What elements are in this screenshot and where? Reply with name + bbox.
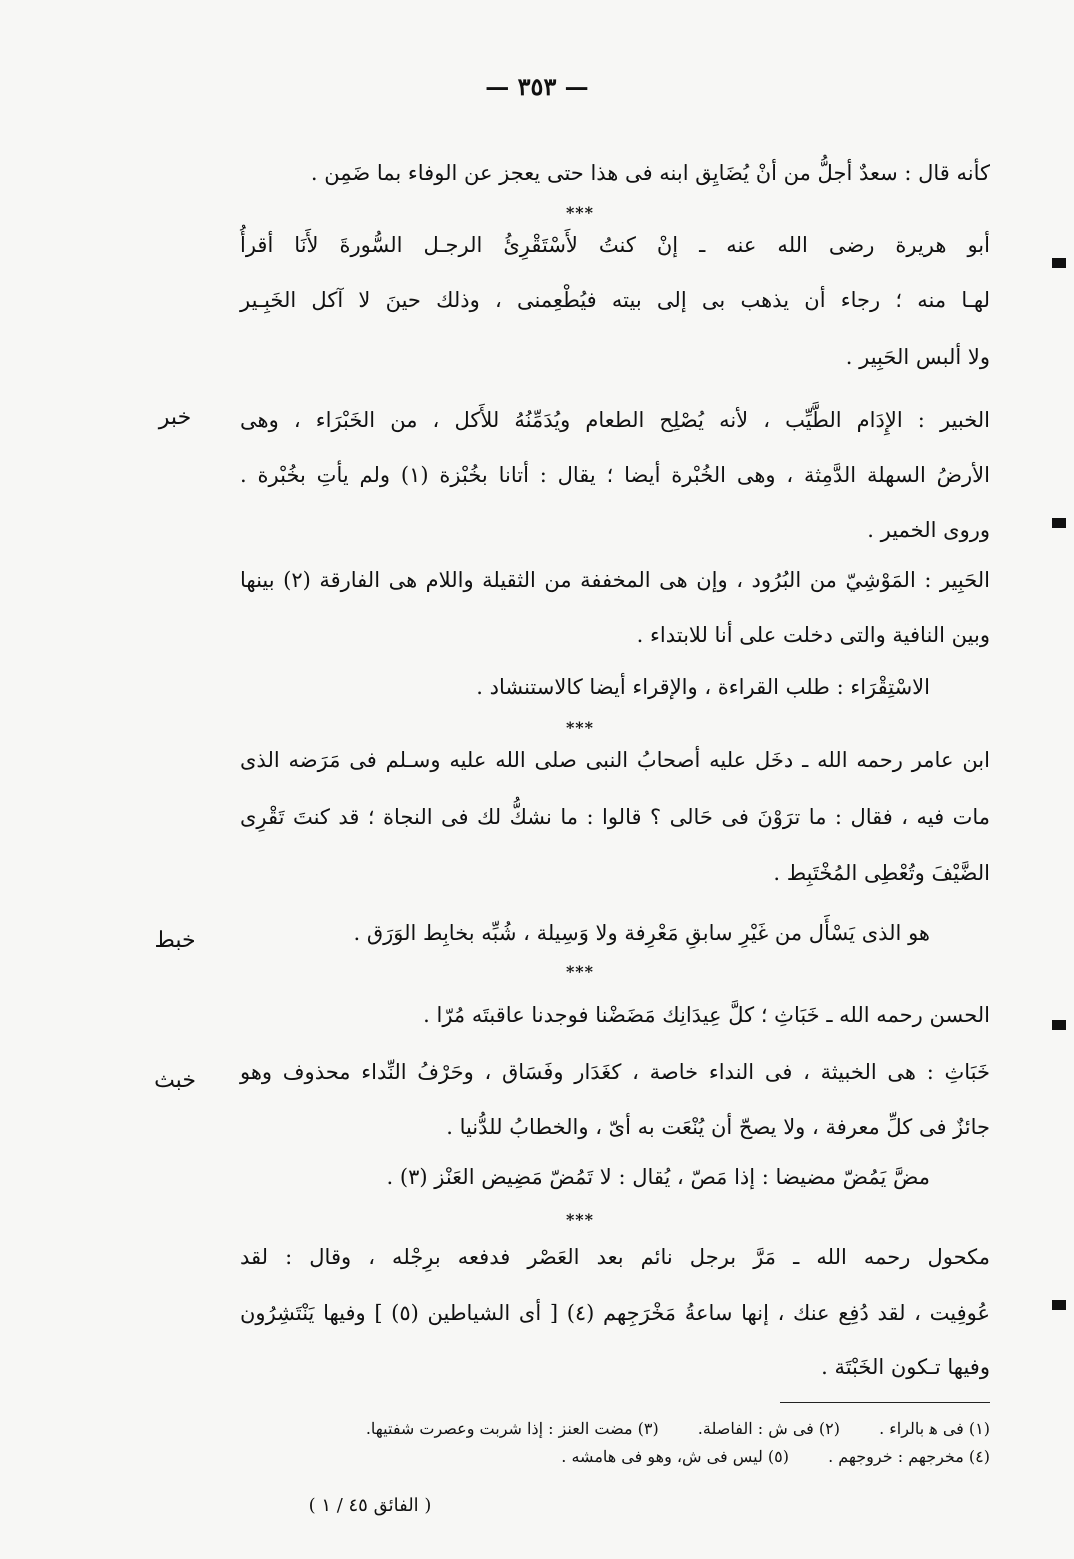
separator-stars: *** bbox=[565, 962, 595, 981]
page-number: — ٣٥٣ — bbox=[485, 72, 589, 101]
text-line: لهـا منه ؛ رجاء أن يذهب بى إلى بيته فيُطْعِمنى ، وذلك حينَ لا آكل الخَبِـير bbox=[240, 288, 990, 312]
footnote-3: (٣) مضت العنز : إذا شربت وعصرت شفتيها. bbox=[365, 1419, 659, 1438]
root-word-khbth: خبث bbox=[154, 1068, 196, 1093]
text-line: الأرضُ السهلة الدَّمِثة ، وهى الخُبْرة أيضا ؛ يقال : أتانا بخُبْزة (١) ولم يأتِ بخُبْرة . bbox=[240, 463, 990, 487]
text-line: الحسن رحمه الله ـ خَبَاثِ ؛ كلَّ عِيدَانِك مَضَضْنا فوجدنا عاقبتَه مُرّا . bbox=[423, 1003, 990, 1027]
footnote-rule bbox=[780, 1402, 990, 1403]
margin-mark bbox=[1052, 1300, 1066, 1310]
separator-stars: *** bbox=[565, 203, 595, 222]
margin-mark bbox=[1052, 1020, 1066, 1030]
text-line: مضَّ يَمُضّ مضيضا : إذا مَصّ ، يُقال : لا تَمُضّ مَضِيض العَنْز (٣) . bbox=[386, 1165, 930, 1189]
text-line: وبين النافية والتى دخلت على أنا للابتداء . bbox=[636, 623, 990, 647]
footnote-1: (١) فى ﻫ بالراء . bbox=[879, 1419, 990, 1438]
signature-mark: ( الفائق ٤٥ / ١ ) bbox=[308, 1495, 432, 1516]
footnotes-row-1 bbox=[240, 1418, 990, 1440]
text-line: وفيها تـكون الخَبْتَة . bbox=[821, 1355, 990, 1379]
text-line: خَبَاثِ : هى الخبيثة ، فى النداء خاصة ، كغَدَار وفَسَاق ، وحَرْفُ النِّداء محذوف وهو bbox=[240, 1060, 990, 1084]
separator-stars: *** bbox=[565, 718, 595, 737]
text-line: أبو هريرة رضى الله عنه ـ إنْ كنتُ لأَسْتَقْرِئُ الرجـل السُّورةَ لأَنَا أقرأُ bbox=[240, 233, 990, 257]
margin-mark bbox=[1052, 258, 1066, 268]
text-line: كأنه قال : سعدٌ أجلُّ من أنْ يُضَايِق ابنه فى هذا حتى يعجز عن الوفاء بما ضَمِن . bbox=[310, 161, 990, 185]
root-word-khbr: خبر bbox=[158, 405, 192, 430]
text-line: عُوفِيت ، لقد دُفِع عنك ، إنها ساعةُ مَخْرَجِهم (٤) [ أى الشياطين (٥) ] وفيها يَنْتَشِرُون bbox=[240, 1301, 990, 1325]
footnote-2: (٢) فى ش : الفاصلة. bbox=[697, 1419, 840, 1438]
root-word-khbt: خبط bbox=[154, 928, 196, 953]
footnote-5: (٥) ليس فى ش، وهو فى هامشه . bbox=[561, 1447, 789, 1466]
text-line: الحَبِير : المَوْشِيّ من البُرُود ، وإن هى المخففة من الثقيلة واللام هى الفارقة (٢) بينها bbox=[240, 568, 990, 592]
text-line: ولا ألبس الحَبِير . bbox=[845, 345, 990, 369]
text-line: الخبير : الإِدَام الطَّيِّب ، لأنه يُصْلِح الطعام ويُدَمِّنُهُ للأَكل ، من الخَبْرَاء ، وهى bbox=[240, 408, 990, 432]
footnotes-row-2 bbox=[240, 1446, 990, 1468]
text-line: الاسْتِقْرَاء : طلب القراءة ، والإقراء أيضا كالاستنشاد . bbox=[476, 675, 930, 699]
text-line: هو الذى يَسْأَل من غَيْرِ سابقِ مَعْرِفة ولا وَسِيلة ، شُبِّه بخابِط الوَرَق . bbox=[353, 921, 930, 945]
text-line: ابن عامر رحمه الله ـ دخَل عليه أصحابُ النبى صلى الله عليه وسـلم فى مَرَضه الذى bbox=[240, 748, 990, 772]
separator-stars: *** bbox=[565, 1210, 595, 1229]
text-line: مكحول رحمه الله ـ مَرَّ برجل نائم بعد العَصْر فدفعه برِجْله ، وقال : لقد bbox=[240, 1245, 990, 1269]
text-line: جائزٌ فى كلِّ معرفة ، ولا يصحّ أن يُنْعَت به أىّ ، والخطابُ للدُّنيا . bbox=[446, 1115, 990, 1139]
text-line: وروى الخمير . bbox=[867, 518, 990, 542]
footnote-4: (٤) مخرجهم : خروجهم . bbox=[828, 1447, 990, 1466]
margin-mark bbox=[1052, 518, 1066, 528]
text-line: الضَّيْفَ وتُعْطِى المُخْتَبِط . bbox=[773, 861, 990, 885]
text-line: مات فيه ، فقال : ما ترَوْنَ فى حَالى ؟ قالوا : ما نشكُّ لك فى النجاة ؛ قد كنتَ تَقْرِى bbox=[240, 805, 990, 829]
